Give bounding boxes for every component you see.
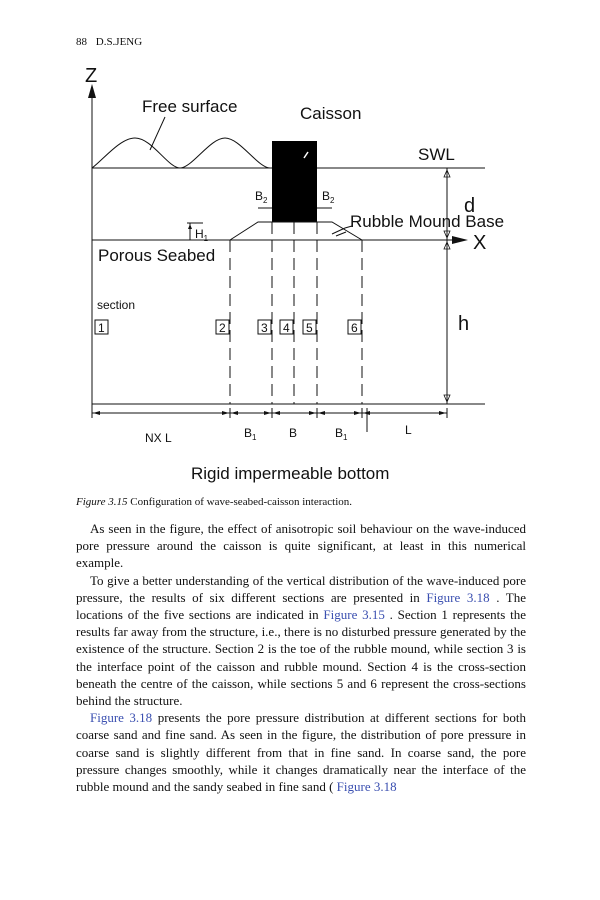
x-axis-label: X: [473, 232, 487, 254]
body-paragraph: [76, 572, 526, 710]
paragraph-text: As seen in the figure, the effect of anisotropic soil behaviour on the wave-induced pore pressure around the caisson is quite significant, at least in this numerical example.: [76, 521, 526, 571]
b2-right-label: $B_2$: [322, 189, 335, 205]
svg-text:3: 3: [261, 321, 268, 335]
caisson-label: Caisson: [300, 104, 362, 123]
h1-label: $H_1$: [195, 227, 209, 243]
figure-caption-text: Configuration of wave-seabed-caisson interaction.: [130, 496, 353, 508]
paragraph-text: presents the pore pressure distribution at different sections for both coarse sand and fine sand. As seen in the figure, the distribution of pore pressure in coarse sand is slightly different from that in fine sand. In coarse sand, the pore pressure changes smoothly, while it changes dramatically near the interface of the rubble mound and the sandy seabed in fine sand (: [76, 710, 526, 795]
dimension-ticks: [92, 408, 447, 432]
section-box-1: [95, 320, 108, 335]
svg-text:6: 6: [351, 321, 358, 335]
caisson-block: [272, 141, 317, 222]
h1-arrowhead: [188, 224, 192, 229]
free-surface-label: Free surface: [142, 97, 238, 116]
rubble-mound: [230, 222, 362, 240]
porous-seabed-label: Porous Seabed: [98, 246, 216, 265]
section-box-5: [303, 320, 316, 335]
free-surface-pointer: [150, 117, 165, 150]
svg-text:1: 1: [98, 321, 105, 335]
body-text: [76, 520, 526, 795]
rubble-label: Rubble Mound Base: [350, 212, 505, 231]
bottom-label: Rigid impermeable bottom: [191, 464, 390, 483]
dim-b1-left-label: $B_1$: [244, 426, 257, 442]
h-label: h: [458, 313, 470, 335]
figure-reference-link[interactable]: Figure 3.15: [323, 607, 385, 623]
section-box-6: [348, 320, 361, 335]
swl-label: SWL: [418, 145, 455, 164]
dim-b-label: B: [289, 426, 298, 440]
figure-reference-link[interactable]: Figure 3.18: [426, 589, 490, 605]
wave-profile: [92, 138, 270, 168]
rubble-hatch: [336, 232, 346, 236]
svg-text:4: 4: [283, 321, 290, 335]
page-number: 88: [76, 36, 87, 48]
figure-caption: [76, 496, 526, 508]
body-paragraph: [76, 520, 526, 572]
dim-nxl-label: NX L: [145, 431, 172, 445]
x-axis-arrowhead: [452, 236, 468, 244]
dim-b1-right-label: $B_1$: [335, 426, 348, 442]
svg-text:2: 2: [219, 321, 226, 335]
dim-l-label: L: [405, 423, 412, 437]
running-author: D.S.JENG: [95, 36, 143, 48]
svg-text:5: 5: [306, 321, 313, 335]
paragraph-text: To give a better understanding of the vertical distribution of the wave-induced pore pressure, the results of six different sections are presented in: [76, 572, 526, 605]
figure-caption-label: Figure 3.15: [76, 496, 128, 508]
d-label: d: [464, 195, 476, 217]
figure-reference-link[interactable]: Figure 3.18: [336, 779, 397, 795]
paragraph-text: . The locations of the five sections are indicated in: [76, 589, 527, 623]
section-box-3: [258, 320, 271, 335]
body-paragraph: [76, 709, 526, 795]
paragraph-text: . Section 1 represents the results far away from the structure, i.e., there is no disturbed pressure generated by the existence of the structure. Section 2 is the toe of the rubble mound, while section 3 is the interface point of the caisson and rubble mound. Section 4 is the cross-section beneath the centre of the caisson, while sections 5 and 6 represent the cross-sections behind the structure.: [76, 607, 526, 709]
section-label: section: [97, 298, 136, 312]
section-box-2: [216, 320, 229, 335]
b2-left-label: $B_2$: [255, 189, 268, 205]
section-box-4: [280, 320, 293, 335]
figure-reference-link[interactable]: Figure 3.18: [90, 710, 153, 726]
z-axis-label: Z: [85, 65, 98, 87]
